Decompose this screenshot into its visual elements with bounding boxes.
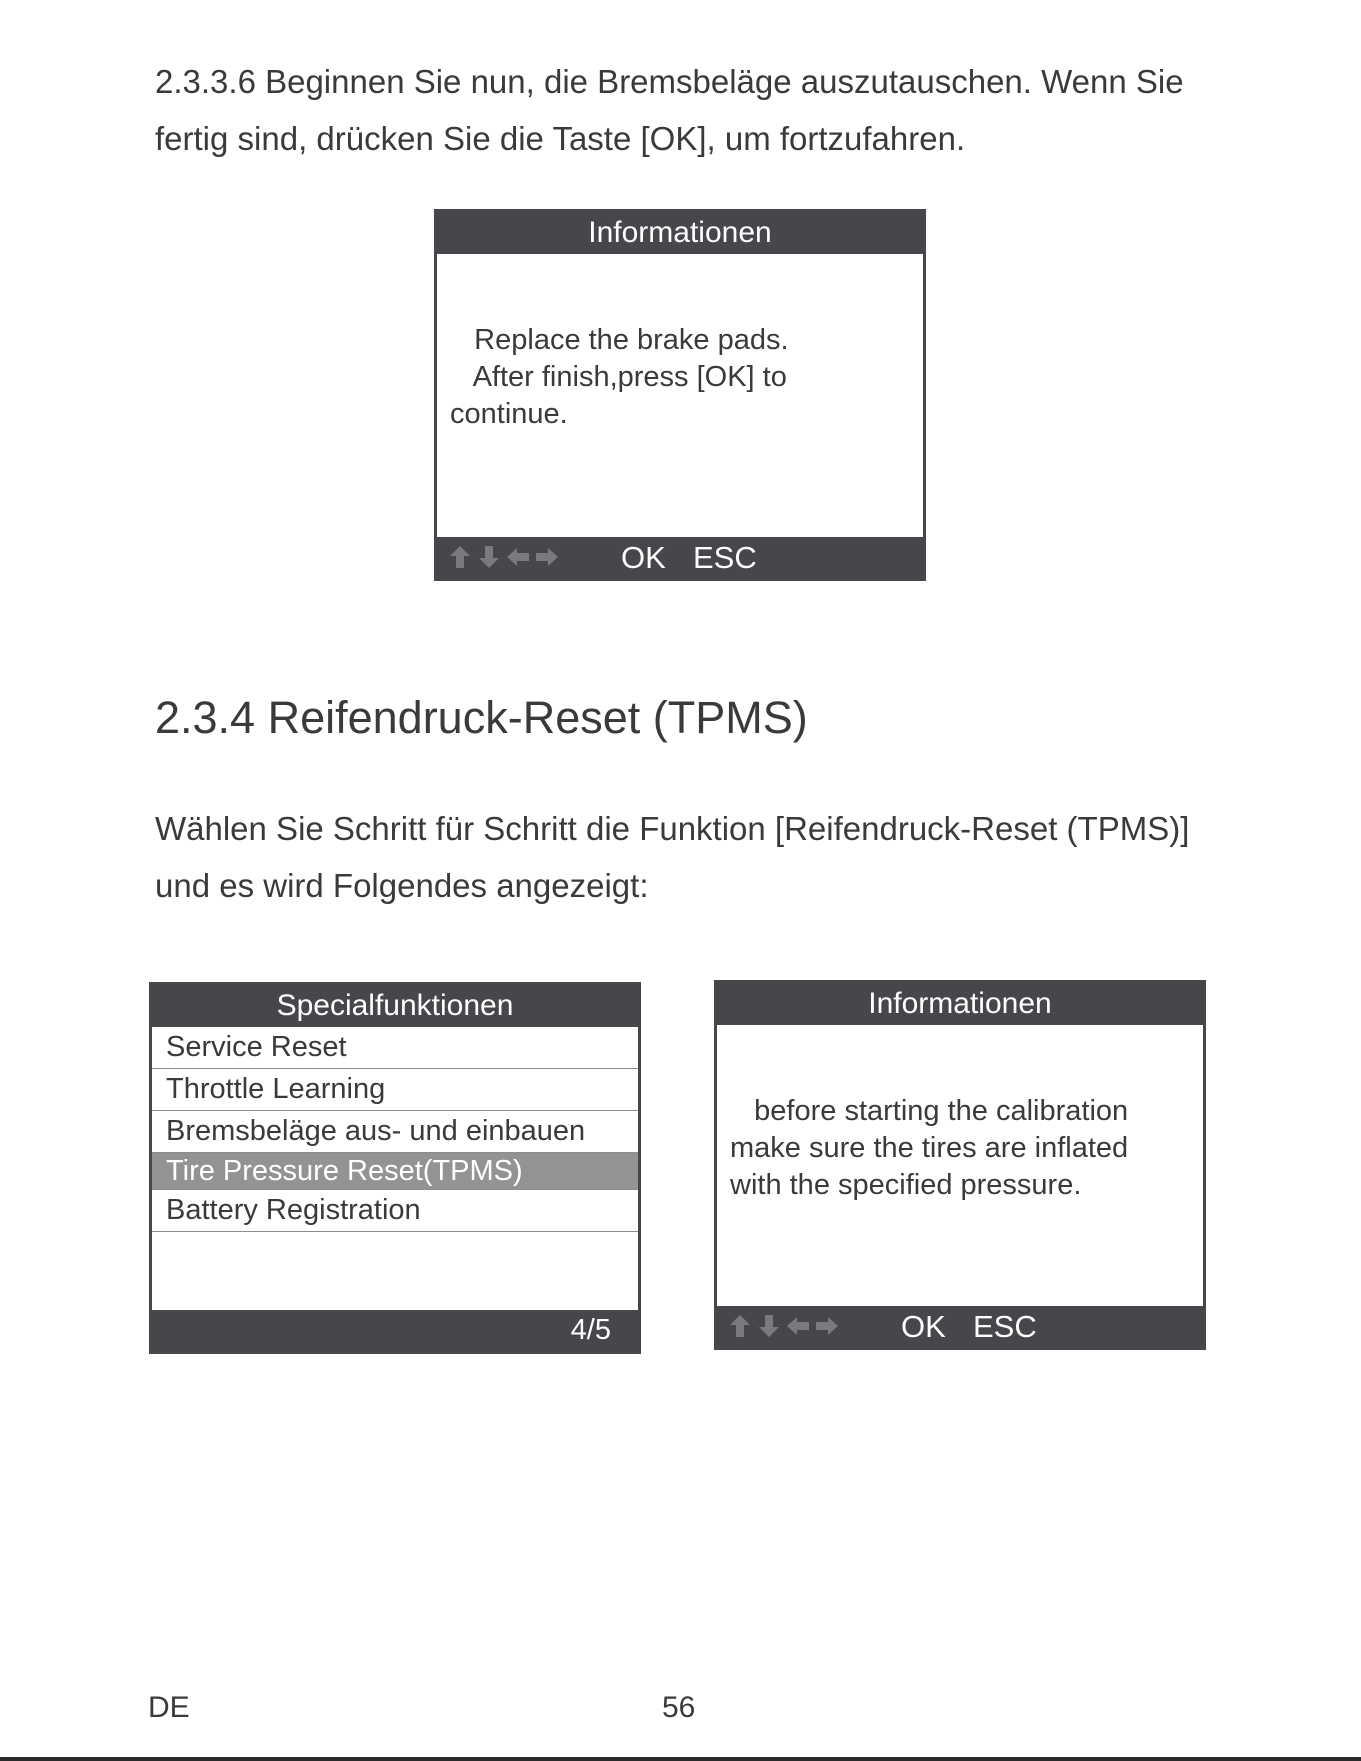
esc-button-label: ESC [693,540,757,575]
screen-status-bar [152,1310,638,1351]
menu-item-battery-registration: Battery Registration [152,1190,638,1232]
arrow-down-icon [756,1312,782,1340]
arrow-right-icon [814,1312,840,1340]
screen-title: Informationen [437,212,923,254]
arrow-down-icon [476,543,502,571]
screen-message: before starting the calibration make sure the tires are inflated with the specified pressure. [730,1095,1129,1201]
esc-button-label: ESC [973,1309,1037,1344]
section-heading: 2.3.4 Reifendruck-Reset (TPMS) [155,692,808,743]
instruction-paragraph: Wählen Sie Schritt für Schritt die Funktion [Reifendruck-Reset (TPMS)] und es wird Folgendes angezeigt: [155,810,1190,904]
arrow-up-icon [727,1312,753,1340]
screen-message: Replace the brake pads. After finish,press [OK] to continue. [450,324,789,430]
ok-button-label: OK [621,540,666,575]
menu-item-tire-pressure-reset: Tire Pressure Reset(TPMS) [152,1153,638,1190]
footer-language: DE [148,1691,190,1724]
info-screen-tire-pressure [714,980,1206,1350]
arrow-left-icon [785,1312,811,1340]
special-functions-screen [149,982,641,1354]
footer-page-number: 56 [662,1691,696,1724]
arrow-left-icon [505,543,531,571]
menu-item-brake-pads: Bremsbeläge aus- und einbauen [152,1111,638,1153]
menu-item-throttle-learning: Throttle Learning [152,1069,638,1111]
page-bottom-rule [0,1757,1361,1761]
screen-title: Informationen [717,983,1203,1025]
arrow-right-icon [534,543,560,571]
function-menu [152,1027,638,1232]
intro-paragraph: 2.3.3.6 Beginnen Sie nun, die Bremsbeläge auszutauschen. Wenn Sie fertig sind, drücken Sie die Taste [OK], um fortzufahren. [155,63,1184,157]
arrow-up-icon [447,543,473,571]
screen-button-bar [717,1306,1203,1347]
info-screen-brake-pads [434,209,926,581]
screen-title: Specialfunktionen [152,985,638,1027]
screen-button-bar [437,537,923,578]
page-indicator: 4/5 [570,1314,611,1346]
ok-button-label: OK [901,1309,946,1344]
menu-item-service-reset: Service Reset [152,1027,638,1069]
